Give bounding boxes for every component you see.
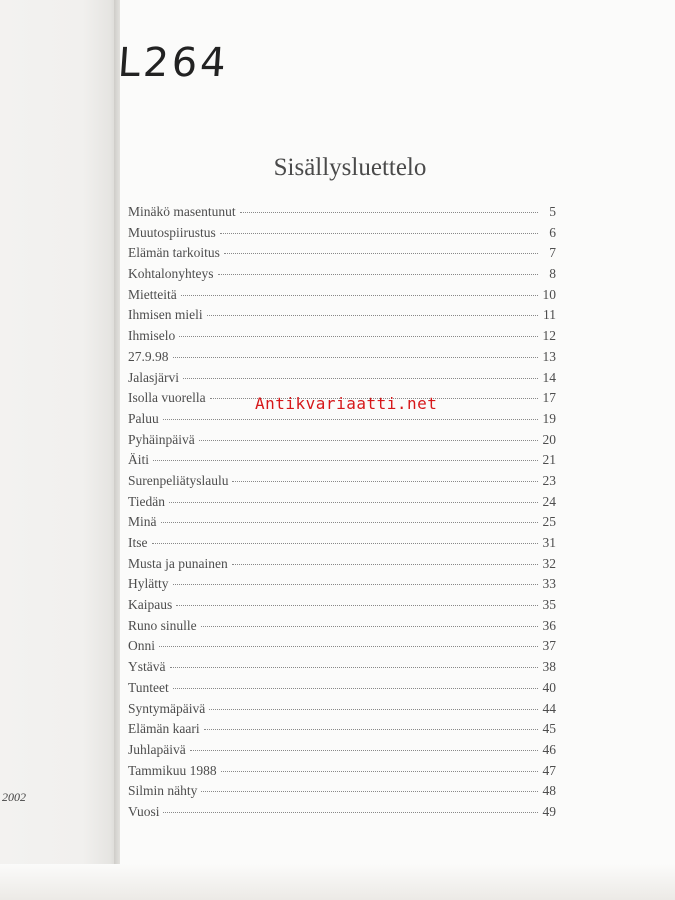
toc-entry-page: 24 <box>542 493 556 509</box>
toc-entry-title: Ystävä <box>128 659 166 675</box>
toc-entry <box>128 307 556 328</box>
toc-entry <box>128 473 556 494</box>
toc-entry-page: 47 <box>542 762 556 778</box>
toc-entry-title: Elämän kaari <box>128 721 200 737</box>
toc-entry <box>128 597 556 618</box>
toc-dot-leader <box>220 232 538 234</box>
toc-entry-title: Syntymäpäivä <box>128 700 206 716</box>
toc-dot-leader <box>173 687 538 689</box>
toc-entry <box>128 576 556 597</box>
toc-entry <box>128 287 556 308</box>
toc-entry <box>128 783 556 804</box>
page-bottom-shadow <box>0 864 675 900</box>
toc-entry-page: 40 <box>542 679 556 695</box>
toc-entry-page: 31 <box>542 535 556 550</box>
toc-entry <box>128 328 556 349</box>
toc-dot-leader <box>240 211 538 213</box>
toc-entry-page: 11 <box>543 307 556 323</box>
toc-entry-title: Tunteet <box>128 679 169 695</box>
toc-entry <box>128 556 556 577</box>
toc-entry <box>128 680 556 701</box>
watermark: Antikvariaatti.net <box>255 394 438 413</box>
toc-entry-page: 7 <box>549 245 556 261</box>
toc-dot-leader <box>183 377 538 379</box>
toc-entry <box>128 618 556 639</box>
toc-dot-leader <box>161 521 539 523</box>
toc-entry <box>128 245 556 266</box>
toc-dot-leader <box>224 252 538 254</box>
toc-entry-page: 44 <box>542 700 556 716</box>
toc-entry <box>128 370 556 391</box>
toc-entry-page: 35 <box>542 597 556 613</box>
toc-entry-title: Elämän tarkoitus <box>128 245 220 261</box>
toc-entry-title: Onni <box>128 638 155 654</box>
toc-entry-title: Surenpeliätyslaulu <box>128 472 229 488</box>
toc-dot-leader <box>173 583 539 585</box>
toc-dot-leader <box>163 811 538 813</box>
toc-entry-title: Tiedän <box>128 493 166 509</box>
toc-entry-page: 38 <box>542 659 556 675</box>
toc-entry <box>128 701 556 722</box>
toc-dot-leader <box>232 480 538 482</box>
toc-entry <box>128 494 556 515</box>
toc-entry-page: 23 <box>542 472 556 488</box>
toc-entry-title: Ihmisen mieli <box>128 307 203 323</box>
toc-entry <box>128 659 556 680</box>
toc-dot-leader <box>201 790 538 792</box>
toc-entry-page: 13 <box>542 348 556 364</box>
toc-entry-page: 33 <box>542 576 556 592</box>
toc-entry <box>128 638 556 659</box>
toc-entry-page: 12 <box>542 328 556 344</box>
page-title: Sisällysluettelo <box>273 154 427 181</box>
toc-entry <box>128 266 556 287</box>
toc-entry-title: Minäkö masentunut <box>128 204 236 219</box>
toc-dot-leader <box>181 294 538 296</box>
toc-entry-title: Isolla vuorella <box>128 390 206 406</box>
handwritten-code: L264 <box>116 40 231 86</box>
toc-dot-leader <box>218 273 539 275</box>
toc-entry-page: 25 <box>542 514 556 530</box>
toc-entry-title: Pyhäinpäivä <box>128 431 195 447</box>
toc-dot-leader <box>221 770 538 772</box>
toc-entry-page: 46 <box>542 741 556 757</box>
toc-entry-title: Jalasjärvi <box>128 369 179 385</box>
toc-dot-leader <box>232 563 538 565</box>
toc-dot-leader <box>163 418 538 420</box>
toc-dot-leader <box>169 501 538 503</box>
left-page-note: 2002 <box>2 790 26 804</box>
toc-entry-page: 45 <box>542 721 556 737</box>
toc-dot-leader <box>209 708 538 710</box>
toc-entry-page: 19 <box>542 410 556 426</box>
toc-entry-page: 32 <box>542 555 556 571</box>
table-of-contents <box>128 204 556 825</box>
toc-dot-leader <box>176 604 538 606</box>
toc-entry-title: Kaipaus <box>128 597 173 613</box>
toc-entry-page: 21 <box>542 452 556 468</box>
toc-dot-leader <box>190 749 538 751</box>
toc-dot-leader <box>179 335 538 337</box>
toc-dot-leader <box>204 728 538 730</box>
toc-entry <box>128 804 556 825</box>
toc-entry-title: Itse <box>128 535 148 550</box>
toc-entry <box>128 452 556 473</box>
toc-entry-title: Juhlapäivä <box>128 741 186 757</box>
toc-entry-page: 8 <box>549 266 556 282</box>
toc-entry-page: 10 <box>542 286 556 302</box>
toc-entry-title: Mietteitä <box>128 286 177 302</box>
toc-dot-leader <box>201 625 538 627</box>
toc-entry <box>128 721 556 742</box>
toc-dot-leader <box>207 314 538 316</box>
toc-dot-leader <box>152 542 539 544</box>
toc-entry-page: 5 <box>549 204 556 219</box>
toc-entry <box>128 535 556 556</box>
toc-entry-page: 37 <box>542 638 556 654</box>
toc-entry-page: 20 <box>542 431 556 447</box>
toc-entry-title: Minä <box>128 514 157 530</box>
toc-entry-page: 17 <box>542 390 556 406</box>
toc-entry-page: 48 <box>542 783 556 799</box>
toc-entry-title: Hylätty <box>128 576 169 592</box>
toc-entry-page: 14 <box>542 369 556 385</box>
toc-entry-title: Paluu <box>128 410 159 426</box>
toc-entry-page: 49 <box>542 803 556 819</box>
toc-entry-title: Silmin nähty <box>128 783 198 799</box>
toc-dot-leader <box>173 356 539 358</box>
toc-entry <box>128 763 556 784</box>
toc-entry-title: Kohtalonyhteys <box>128 266 214 282</box>
toc-entry-title: Äiti <box>128 452 150 468</box>
toc-entry <box>128 514 556 535</box>
toc-dot-leader <box>153 459 538 461</box>
toc-entry-title: 27.9.98 <box>128 348 169 364</box>
toc-entry-title: Musta ja punainen <box>128 555 228 571</box>
toc-entry <box>128 432 556 453</box>
toc-entry <box>128 349 556 370</box>
toc-entry-page: 6 <box>549 224 556 240</box>
toc-entry <box>128 411 556 432</box>
toc-dot-leader <box>159 645 538 647</box>
left-page <box>0 0 118 900</box>
toc-entry-page: 36 <box>542 617 556 633</box>
toc-entry-title: Ihmiselo <box>128 328 176 344</box>
toc-entry <box>128 204 556 225</box>
toc-entry-title: Runo sinulle <box>128 617 197 633</box>
toc-entry <box>128 742 556 763</box>
toc-entry-title: Vuosi <box>128 803 160 819</box>
toc-entry-title: Muutospiirustus <box>128 224 216 240</box>
toc-dot-leader <box>170 666 539 668</box>
toc-entry <box>128 225 556 246</box>
toc-entry-title: Tammikuu 1988 <box>128 762 217 778</box>
toc-dot-leader <box>199 439 538 441</box>
